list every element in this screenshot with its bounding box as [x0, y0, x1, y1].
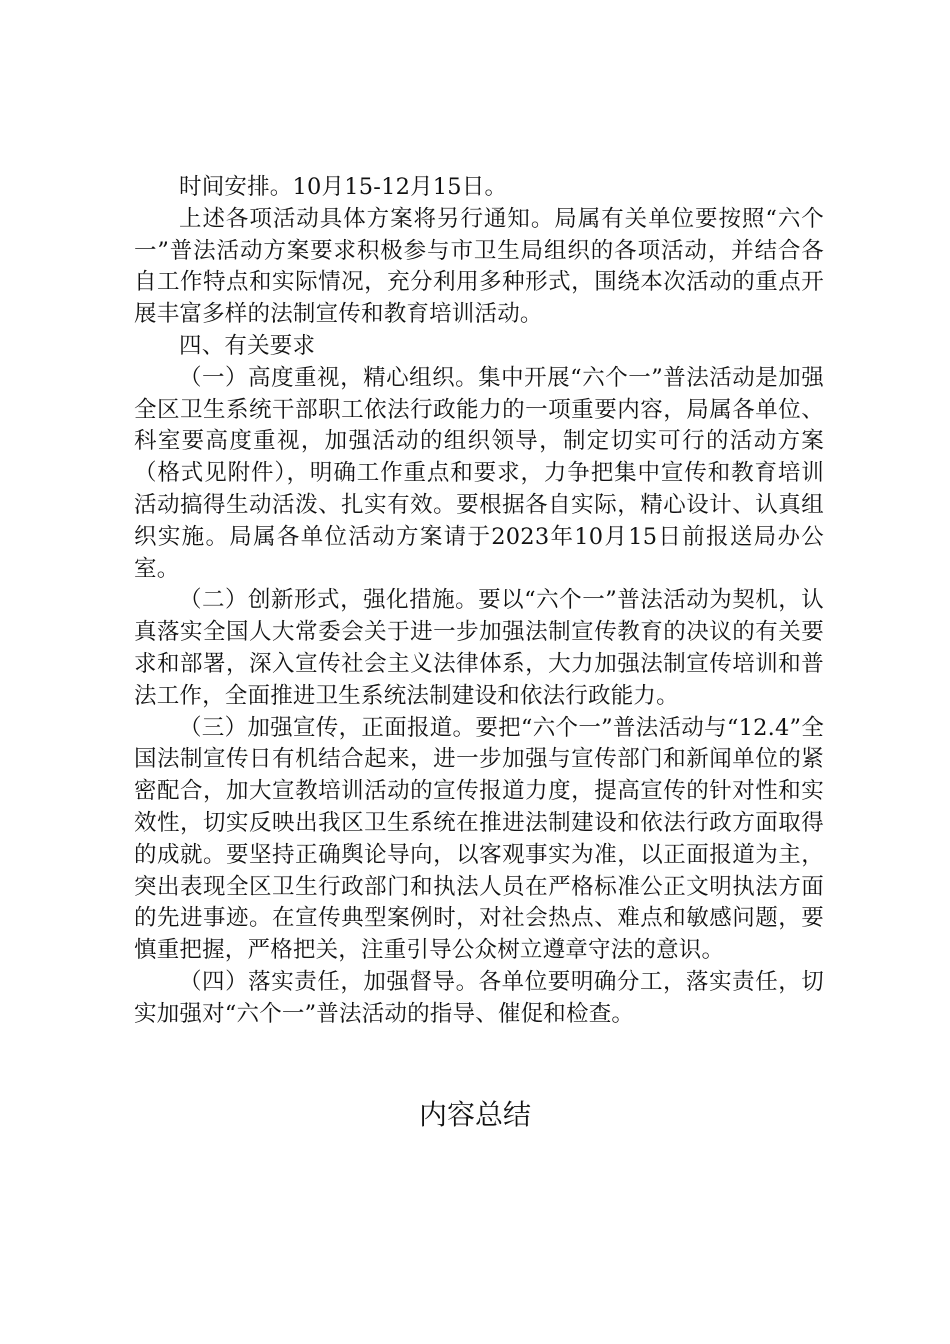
document-body	[134, 172, 824, 1031]
paragraph-time-schedule: 时间安排。10月15-12月15日。	[179, 174, 508, 200]
section-heading-requirements: 四、有关要求	[179, 332, 316, 359]
summary-title: 内容总结	[418, 1098, 531, 1131]
paragraph-requirement-4: （四）落实责任，加强督导。各单位要明确分工，落实责任，切实加强对“六个一”普法活动的指导、催促和检查。	[134, 968, 824, 1027]
paragraph-activity-notice: 上述各项活动具体方案将另行通知。局属有关单位要按照“六个一”普法活动方案要求积极参与市卫生局组织的各项活动，并结合各自工作特点和实际情况，充分利用多种形式，围绕本次活动的重点开展丰富多样的法制宣传和教育培训活动。	[134, 205, 824, 328]
paragraph-requirement-3: （三）加强宣传，正面报道。要把“六个一”普法活动与“12.4”全国法制宣传日有机结合起来，进一步加强与宣传部门和新闻单位的紧密配合，加大宣教培训活动的宣传报道力度，提高宣传的针对性和实效性，切实反映出我区卫生系统在推进法制建设和依法行政方面取得的成就。要坚持正确舆论导向，以客观事实为准，以正面报道为主，突出表现全区卫生行政部门和执法人员在严格标准公正文明执法方面的先进事迹。在宣传典型案例时，对社会热点、难点和敏感问题，要慎重把握，严格把关，注重引导公众树立遵章守法的意识。	[134, 714, 824, 964]
paragraph-requirement-2: （二）创新形式，强化措施。要以“六个一”普法活动为契机，认真落实全国人大常委会关于进一步加强法制宣传教育的决议的有关要求和部署，深入宣传社会主义法律体系，大力加强法制宣传培训和普法工作，全面推进卫生系统法制建设和依法行政能力。	[134, 587, 824, 709]
paragraph-requirement-1: （一）高度重视，精心组织。集中开展“六个一”普法活动是加强全区卫生系统干部职工依法行政能力的一项重要内容，局属各单位、科室要高度重视，加强活动的组织领导，制定切实可行的活动方案（格式见附件），明确工作重点和要求，力争把集中宣传和教育培训活动搞得生动活泼、扎实有效。要根据各自实际，精心设计、认真组织实施。局属各单位活动方案请于2023年10月15日前报送局办公室。	[134, 364, 824, 582]
